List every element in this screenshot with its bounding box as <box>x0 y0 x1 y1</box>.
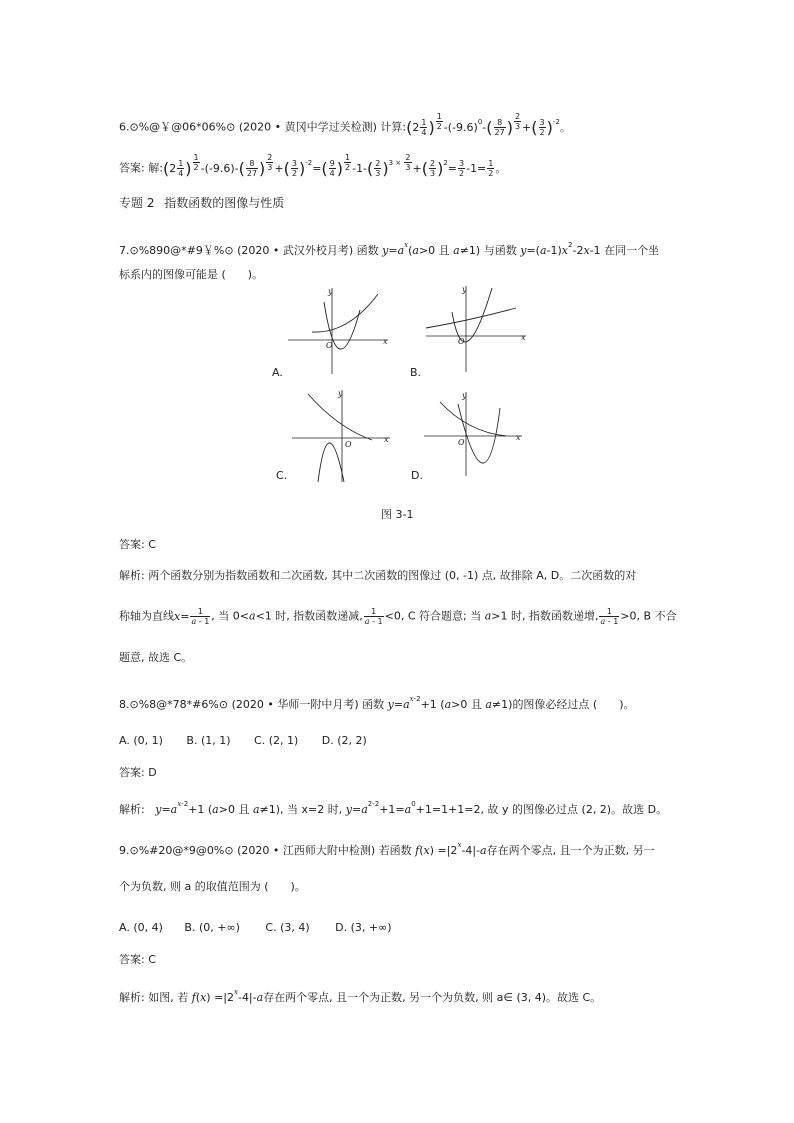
q7-function-2: $y=(a-1)x^2-2x-1$ <box>520 241 601 257</box>
q7-analysis-l2c: <1 时, 指数函数递减, <box>255 609 363 623</box>
q7-answer: 答案: C <box>119 538 156 551</box>
option-d-label: D. <box>411 469 423 482</box>
q8-analysis-label: 解析: <box>119 803 145 816</box>
graph-b <box>408 282 538 382</box>
q8-analysis-mid: , 当 x=2 时, <box>280 803 343 816</box>
q6-answer-prefix: 解: <box>148 161 163 175</box>
q7-text-end: 在同一个坐 <box>604 244 660 257</box>
q9-tag: ⊙%#20@*9@0%⊙ <box>129 844 234 857</box>
q8-option-d: D. (2, 2) <box>321 734 367 747</box>
q6-tag: ⊙%@￥@06*06%⊙ <box>129 120 236 134</box>
q9-analysis <box>119 985 601 1005</box>
q7-line2: 标系内的图像可能是 ( )。 <box>119 268 264 281</box>
graph-c <box>278 384 398 484</box>
q7-symmetry-axis: x= $\frac{1}{a - 1}$ <box>174 607 210 626</box>
q8-option-b: B. (1, 1) <box>186 734 231 747</box>
q9-line2: 个为负数, 则 a 的取值范围为 ( )。 <box>119 880 306 893</box>
q8-function: $y=a^{x-2}+1$ (a>0 且 a≠1) <box>387 695 513 711</box>
svg-text:x: x <box>383 337 388 346</box>
q9-number: 9. <box>119 844 130 857</box>
q9-option-d: D. (3, +∞) <box>335 921 392 934</box>
svg-text:O: O <box>345 440 352 449</box>
q7-analysis-line3: 题意, 故选 C。 <box>119 651 193 664</box>
q8-answer: 答案: D <box>119 766 157 779</box>
q9-analysis-b: 存在两个零点, 且一个为正数, 另一个为负数, 则 a∈ (3, 4)。故选 C。 <box>263 991 602 1004</box>
q6-number: 6. <box>119 120 130 134</box>
q7-analysis-l2d: <0, C 符合题意; 当 <box>384 609 482 623</box>
option-b-label: B. <box>410 366 422 379</box>
svg-text:x: x <box>384 435 389 444</box>
q9-answer: 答案: C <box>119 953 156 966</box>
q7-fraction-1: $\frac{1}{a - 1}$ <box>364 607 383 626</box>
section-label: 专题 2 <box>119 196 155 210</box>
q8-line1 <box>119 692 635 712</box>
q7-function-1: $y=a^x(a>0$ 且 a≠1) <box>382 241 481 257</box>
q6-line <box>119 112 571 137</box>
svg-text:y: y <box>338 389 343 398</box>
q7-analysis-l2b: , 当 0< <box>211 609 249 623</box>
svg-text:O: O <box>326 341 333 350</box>
q9-analysis-a: 解析: 如图, 若 <box>119 991 189 1004</box>
graph-c-parabola <box>318 443 344 482</box>
q8-source: (2020 • 华师一附中月考) 函数 <box>231 698 385 711</box>
graph-c-exponential-curve <box>308 394 372 440</box>
svg-text:y: y <box>328 287 333 296</box>
svg-text:y: y <box>462 285 467 294</box>
q8-option-a: A. (0, 1) <box>119 734 163 747</box>
graph-a <box>270 282 400 382</box>
q9-text-mid: 存在两个零点, 且一个为正数, 另一 <box>486 844 655 857</box>
q6-source: (2020 • 黄冈中学过关检测) 计算: <box>238 120 407 134</box>
q6-expression: (2 $\frac{1}{4}$ ) $^{\frac{1}{2}}$ $-(-9.6)^0-$( $\frac{8}{27}$ ) $^{\frac{2}{3}}$ +( $\frac{3}{2}$ )$^{-2}$。 <box>406 112 571 137</box>
q7-number: 7. <box>119 244 130 257</box>
q7-analysis-line2: 称轴为直线x= $\frac{1}{a - 1}$ , 当 0<a<1 时, 指数函数递减, $\frac{1}{a - 1}$ <0, C 符合题意; 当 a>1 时, 指数函数递增, $\frac{1}{a - 1}$ >0, B 不合 <box>119 607 677 626</box>
svg-text:x: x <box>516 433 521 442</box>
q7-source: (2020 • 武汉外校月考) 函数 <box>237 244 379 257</box>
graph-b-parabola <box>452 288 492 342</box>
q8-analysis-function: $y=a^{x-2}+1$ (a>0 且 a≠1) <box>155 800 281 816</box>
q8-option-c: C. (2, 1) <box>254 734 299 747</box>
section-title: 指数函数的图像与性质 <box>164 196 285 210</box>
svg-text:y: y <box>462 391 467 400</box>
q7-analysis-l2a: 称轴为直线 <box>119 609 174 623</box>
q8-options <box>119 734 519 748</box>
q9-option-b: B. (0, +∞) <box>184 921 240 934</box>
q6-answer-label: 答案: <box>119 161 145 175</box>
q6-answer-line <box>119 153 506 178</box>
graph-d <box>418 390 528 480</box>
q9-option-a: A. (0, 4) <box>119 921 163 934</box>
svg-text:O: O <box>458 337 465 346</box>
q9-analysis-function: $f(x) =|2^x-4|-a$ <box>191 988 264 1004</box>
svg-text:x: x <box>521 333 526 342</box>
q8-analysis-calc: $y=a^{2-2}+1=a^0+1=1+1=2$ <box>345 800 481 816</box>
q9-line1 <box>119 838 655 858</box>
q8-tag: ⊙%8@*78*#6%⊙ <box>129 698 229 711</box>
q7-tag: ⊙%890@*#9￥%⊙ <box>129 244 234 257</box>
q7-analysis-l2e: >1 时, 指数函数递增, <box>491 609 599 623</box>
q9-options <box>119 921 519 935</box>
graph-d-exponential-curve <box>440 402 506 436</box>
figure-caption: 图 3-1 <box>381 508 414 521</box>
svg-text:O: O <box>458 438 465 447</box>
q8-analysis <box>119 797 667 817</box>
q9-option-c: C. (3, 4) <box>265 921 310 934</box>
section-heading <box>119 196 284 210</box>
q7-analysis-line1: 解析: 两个函数分别为指数函数和二次函数, 其中二次函数的图像过 (0, -1) 点, 故排除 A, D。二次函数的对 <box>119 569 637 582</box>
q9-function: $f(x) =|2^x-4|-a$ <box>415 841 487 857</box>
q7-fraction-2: $\frac{1}{a - 1}$ <box>600 607 619 626</box>
option-c-label: C. <box>276 469 288 482</box>
q8-analysis-end: , 故 y 的图像必过点 (2, 2)。故选 D。 <box>480 803 668 816</box>
graph-b-exponential-curve <box>426 308 516 328</box>
q9-source: (2020 • 江西师大附中检测) 若函数 <box>237 844 412 857</box>
option-a-label: A. <box>272 366 283 379</box>
graph-a-exponential-curve <box>312 294 378 332</box>
q6-answer-expression: (2 $\frac{1}{4}$ ) $^{\frac{1}{2}}$ -(-9.6)-( $\frac{8}{27}$ ) $^{\frac{2}{3}}$ +( $\frac{3}{2}$ )$^{-2}$=( $\frac{9}{4}$ ) $^{\frac{1}{2}}$ -1-( $\frac{2}{3}$ )$^{3 \times \frac{2}{3}}$ +( $\frac{2}{3}$ )$^2$= $\frac{3}{2}$ -1= $\frac{1}{2}$ 。 <box>162 153 507 178</box>
q8-number: 8. <box>119 698 130 711</box>
q7-analysis-l2f: >0, B 不合 <box>620 609 677 623</box>
q7-line1: 7.⊙%890@*#9￥%⊙ (2020 • 武汉外校月考) 函数 $y=a^x(a>0$ 且 a≠1) 与函数 $y=(a-1)x^2-2x-1$ 在同一个坐 <box>119 241 660 257</box>
q8-text-end: 的图像必经过点 ( )。 <box>512 698 635 711</box>
